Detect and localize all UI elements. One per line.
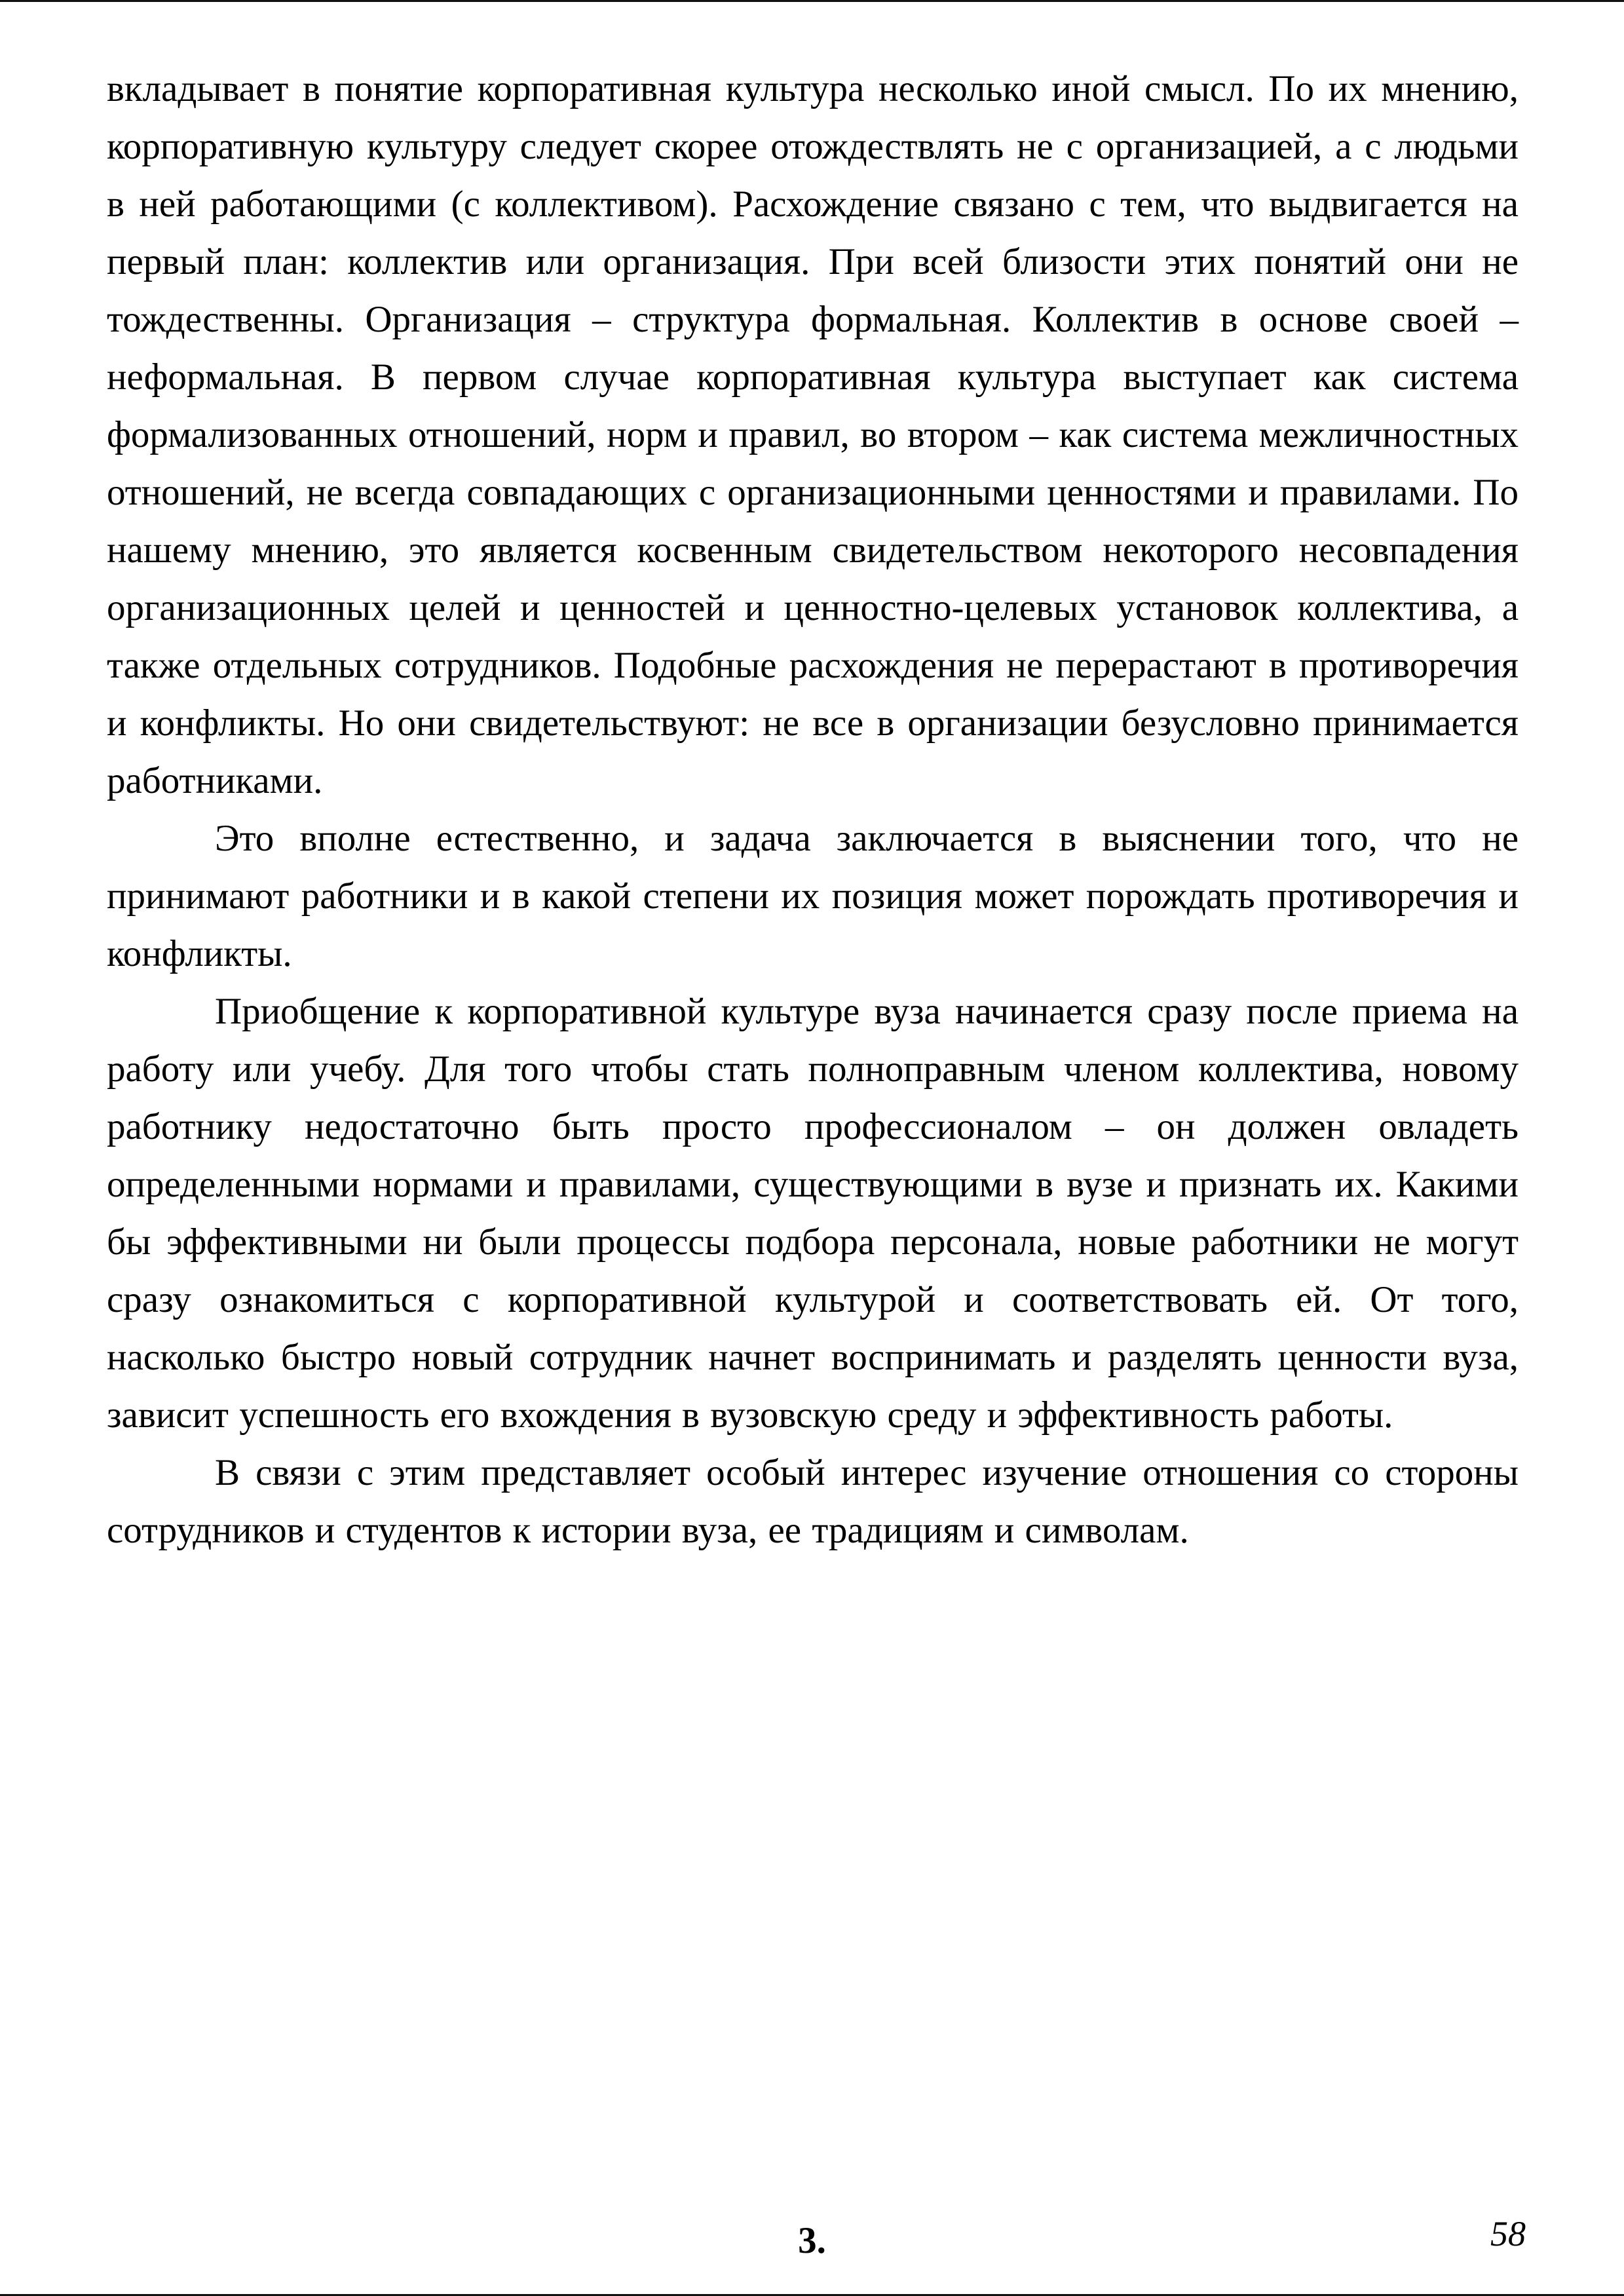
paragraph-3: Приобщение к корпоративной культуре вуза начинается сразу после приема на работу или учебу. Для того чтобы стать полноправным членом коллектива, новому работнику недостаточно быть просто профессионалом – он должен овладеть определенными нормами и правилами, существующими в вузе и признать их. Какими бы эффективными ни были процессы подбора персонала, новые работники не могут сразу ознакомиться с корпоративной культурой и соответствовать ей. От того, насколько быстро новый сотрудник начнет воспринимать и разделять ценности вуза, зависит успешность его вхождения в вузовскую среду и эффективность работы. [107, 991, 1519, 1436]
text-content [107, 60, 1519, 1559]
scan-edge-top [0, 0, 1624, 2]
page-number: 58 [1490, 2214, 1526, 2253]
footer-section-number: 3. [798, 2220, 826, 2261]
paragraph-2: Это вполне естественно, и задача заключается в выяснении того, что не принимают работники и в какой степени их позиция может порождать противоречия и конфликты. [107, 818, 1519, 974]
paragraph-continuation: вкладывает в понятие корпоративная культура несколько иной смысл. По их мнению, корпоративную культуру следует скорее отождествлять не с организацией, а с людьми в ней работающими (с коллективом). Расхождение связано с тем, что выдвигается на первый план: коллектив или организация. При всей близости этих понятий они не тождественны. Организация – структура формальная. Коллектив в основе своей – неформальная. В первом случае корпоративная культура выступает как система формализованных отношений, норм и правил, во втором – как система межличностных отношений, не всегда совпадающих с организационными ценностями и правилами. По нашему мнению, это является косвенным свидетельством некоторого несовпадения организационных целей и ценностей и ценностно-целевых установок коллектива, а также отдельных сотрудников. Подобные расхождения не перерастают в противоречия и конфликты. Но они свидетельствуют: не все в организации безусловно принимается работниками. [107, 68, 1519, 801]
paragraph-4: В связи с этим представляет особый интерес изучение отношения со стороны сотрудников и студентов к истории вуза, ее традициям и символам. [107, 1452, 1519, 1551]
